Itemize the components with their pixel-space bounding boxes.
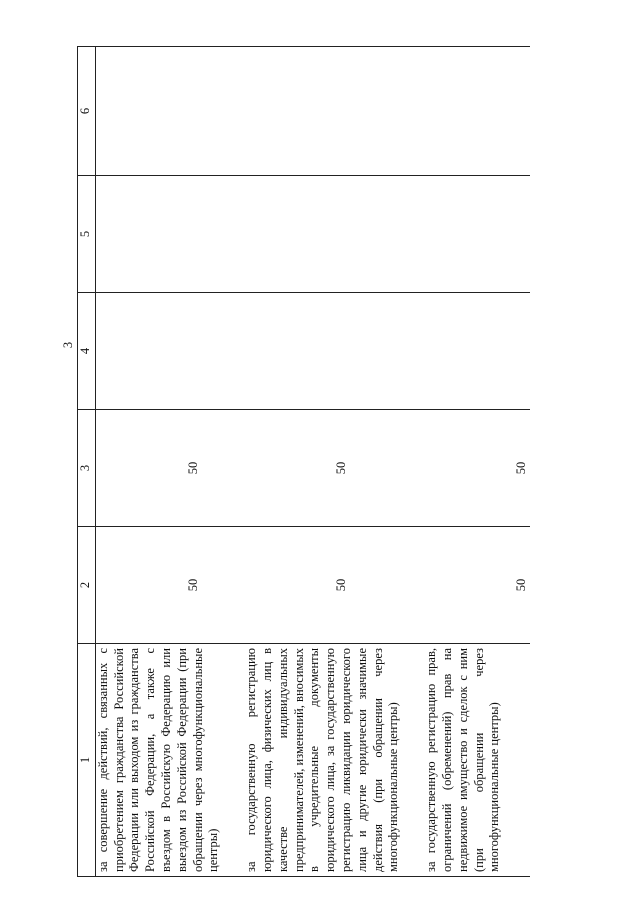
- row-empty-col5: [244, 176, 424, 293]
- row-empty-col4: [95, 293, 244, 410]
- column-number-4: 4: [77, 293, 95, 410]
- column-number-6: 6: [77, 47, 95, 176]
- column-number-1: 1: [77, 644, 95, 877]
- row-empty-col4: [424, 293, 530, 410]
- table-row: [244, 47, 424, 877]
- table-row: [95, 47, 244, 877]
- row-value-col2: 50: [424, 527, 530, 644]
- row-value-col2: 50: [244, 527, 424, 644]
- row-value-col3: 50: [424, 410, 530, 527]
- row-empty-col6: [424, 47, 530, 176]
- column-number-row: [77, 47, 95, 877]
- row-value-col3: 50: [244, 410, 424, 527]
- rotated-table-page: [61, 47, 551, 877]
- row-empty-col5: [424, 176, 530, 293]
- column-number-5: 5: [77, 176, 95, 293]
- row-value-col3: 50: [95, 410, 244, 527]
- column-group-label: 3: [61, 341, 75, 349]
- row-empty-col5: [95, 176, 244, 293]
- row-empty-col6: [95, 47, 244, 176]
- row-description: за государственную регистрацию юридического лица, физических лиц в качестве индивидуальных предпринимателей, изменений, вносимых в учредительные документы юридического лица, за государственную регистрацию ликвидации юридического лица и другие юридически значимые действия (при обращении через многофункциональные центры): [244, 644, 424, 877]
- fee-table: [61, 46, 530, 877]
- row-empty-col6: [244, 47, 424, 176]
- row-description: за совершение действий, связанных с приобретением гражданства Российской Федерации или выходом из гражданства Российской Федерации, а также с въездом в Российскую Федерацию или выездом из Российской Федерации (при обращении через многофункциональные центры): [95, 644, 244, 877]
- row-empty-col4: [244, 293, 424, 410]
- row-value-col2: 50: [95, 527, 244, 644]
- column-number-2: 2: [77, 527, 95, 644]
- column-number-3: 3: [77, 410, 95, 527]
- table-row: [424, 47, 530, 877]
- row-description: за государственную регистрацию прав, ограничений (обременений) прав на недвижимое имущество и сделок с ним (при обращении через многофункциональные центры): [424, 644, 530, 877]
